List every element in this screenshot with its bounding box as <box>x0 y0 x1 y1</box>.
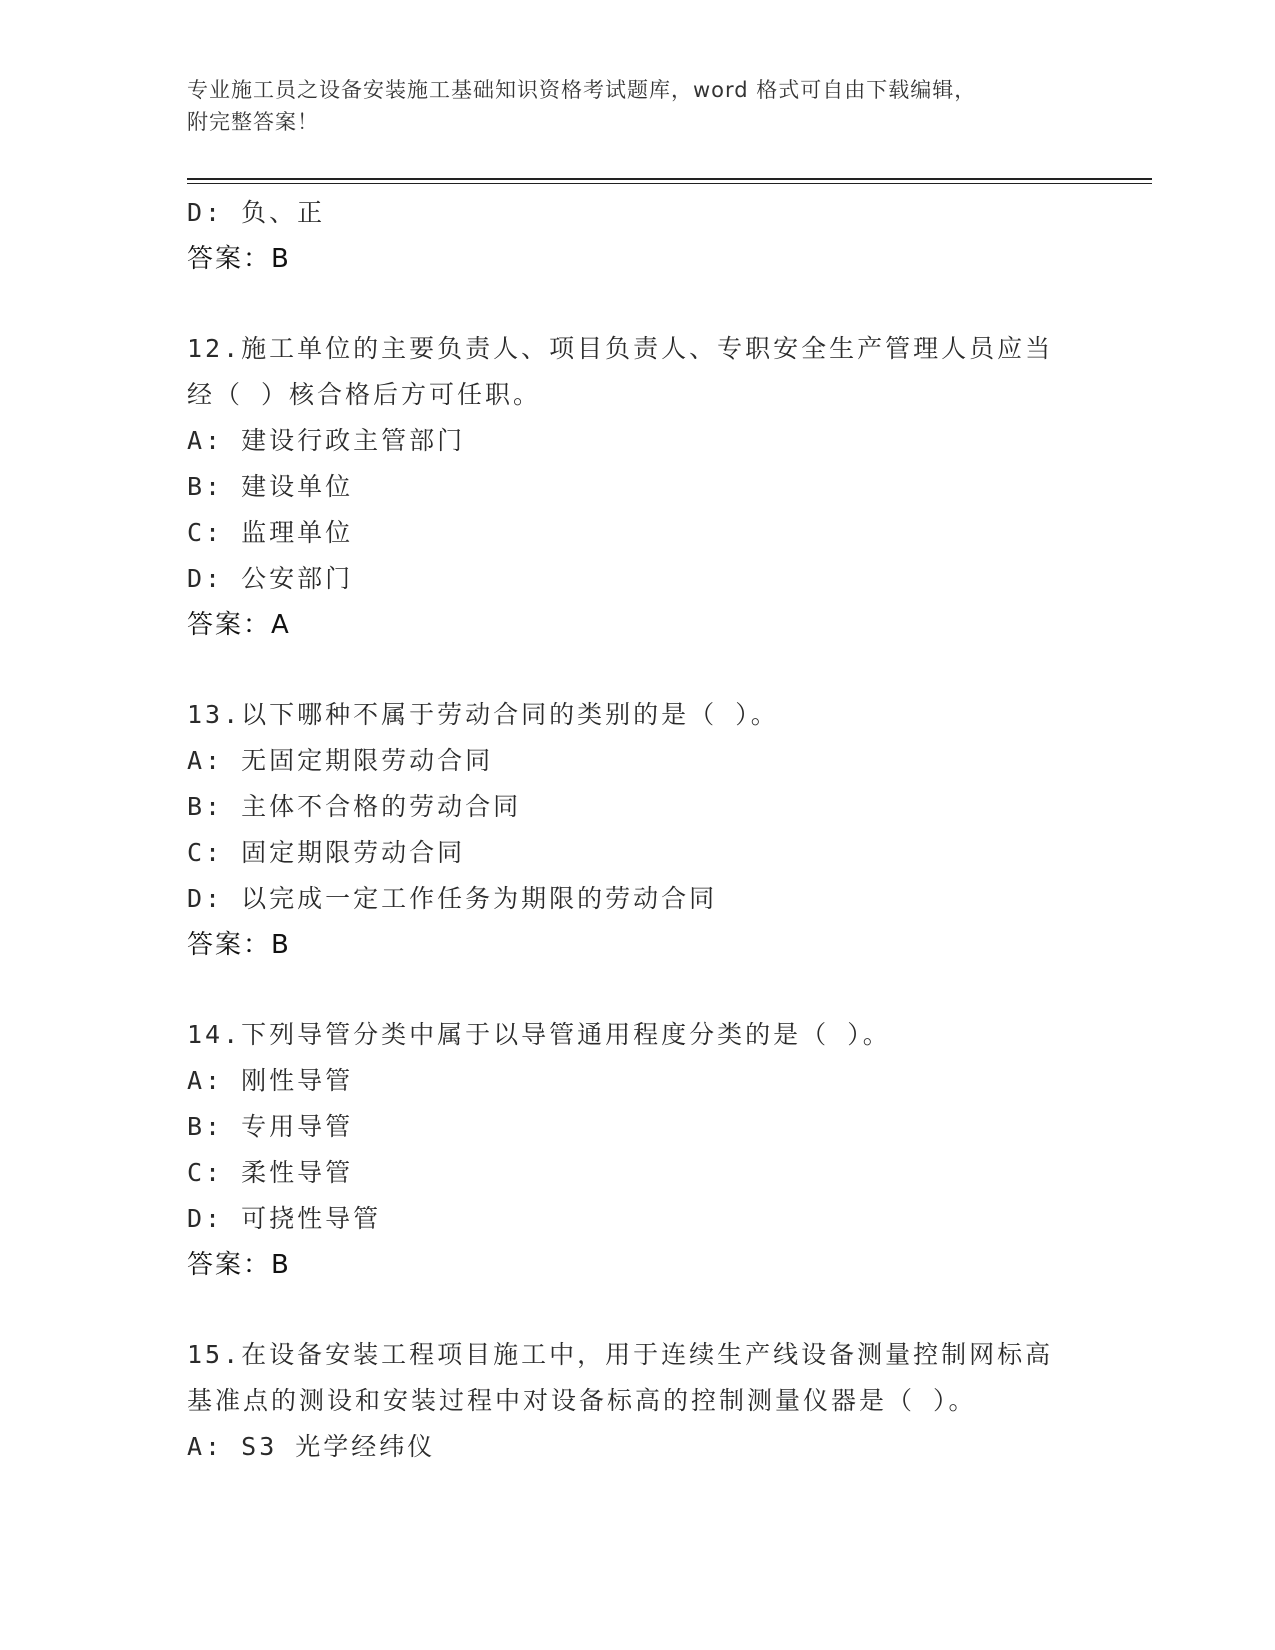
header-line-1: 专业施工员之设备安装施工基础知识资格考试题库，word 格式可自由下载编辑， <box>187 78 977 102</box>
option-a: A: 无固定期限劳动合同 <box>187 746 494 775</box>
question-stem-line: 经（ ）核合格后方可任职。 <box>187 380 542 409</box>
option-a: A: S3 光学经纬仪 <box>187 1432 436 1461</box>
previous-question-tail <box>187 190 1087 282</box>
answer-line: 答案：B <box>187 1250 291 1280</box>
answer-line: 答案：B <box>187 930 291 960</box>
option-b: B: 专用导管 <box>187 1112 354 1141</box>
option-a: A: 建设行政主管部门 <box>187 426 466 455</box>
option-d: D: 负、正 <box>187 198 326 227</box>
option-d: D: 公安部门 <box>187 564 354 593</box>
option-b: B: 建设单位 <box>187 472 354 501</box>
question-stem-line: 基准点的测设和安装过程中对设备标高的控制测量仪器是（ ）。 <box>187 1386 977 1415</box>
option-c: C: 柔性导管 <box>187 1158 354 1187</box>
question-13 <box>187 692 1087 968</box>
option-b: B: 主体不合格的劳动合同 <box>187 792 522 821</box>
option-d: D: 以完成一定工作任务为期限的劳动合同 <box>187 884 718 913</box>
header-divider-thin <box>187 183 1152 184</box>
option-a: A: 刚性导管 <box>187 1066 354 1095</box>
question-list <box>187 190 1087 1470</box>
answer-line: 答案：A <box>187 610 291 640</box>
option-c: C: 固定期限劳动合同 <box>187 838 466 867</box>
question-14 <box>187 1012 1087 1288</box>
option-d: D: 可挠性导管 <box>187 1204 382 1233</box>
answer-line: 答案：B <box>187 244 291 274</box>
question-stem-line: 12.施工单位的主要负责人、项目负责人、专职安全生产管理人员应当 <box>187 334 1054 363</box>
header-line-2: 附完整答案！ <box>187 110 319 134</box>
question-stem-line: 14.下列导管分类中属于以导管通用程度分类的是（ ）。 <box>187 1020 891 1049</box>
option-c: C: 监理单位 <box>187 518 354 547</box>
header-divider-thick <box>187 178 1152 180</box>
document-header <box>187 74 1087 138</box>
question-stem-line: 13.以下哪种不属于劳动合同的类别的是（ ）。 <box>187 700 779 729</box>
question-15 <box>187 1332 1087 1470</box>
question-stem-line: 15.在设备安装工程项目施工中，用于连续生产线设备测量控制网标高 <box>187 1340 1054 1369</box>
question-12 <box>187 326 1087 648</box>
